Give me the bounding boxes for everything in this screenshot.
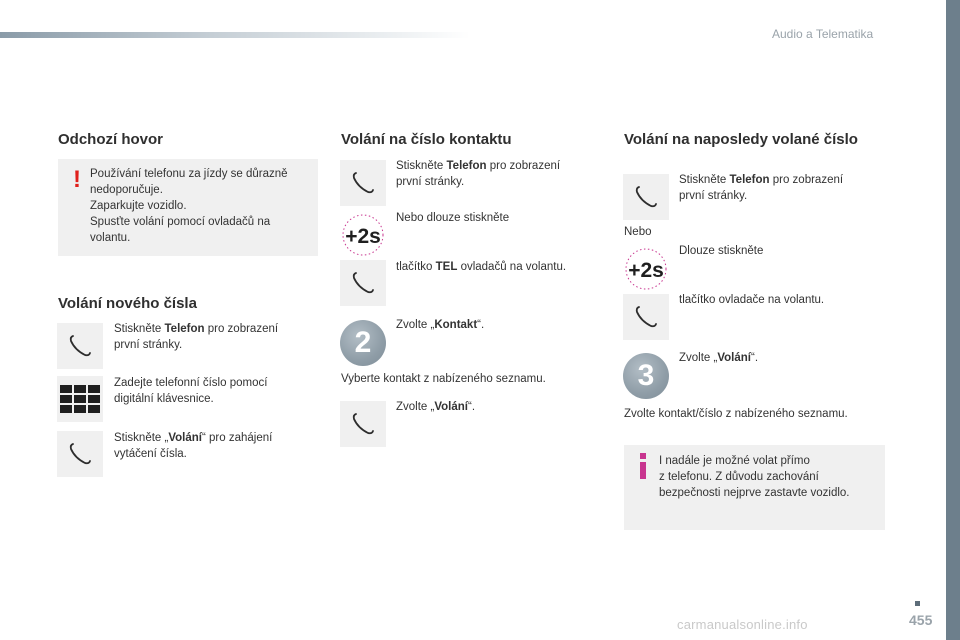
step-tel-button: tlačítko TEL ovladačů na volantu. [396,261,567,273]
phone-handset-icon [632,303,660,331]
call-icon-button [340,401,386,447]
step-choose-contact: Vyberte kontakt z nabízeného seznamu. [341,373,546,385]
info-icon [638,453,648,479]
phone-handset-icon [349,410,377,438]
watermark: carmanualsonline.info [677,617,808,632]
chapter-title: Audio a Telematika [772,27,874,41]
page-edge-strip [946,0,960,640]
section-title-contact-call: Volání na číslo kontaktu [341,131,512,148]
step-press-telefon: Stiskněte Telefon pro zobrazení první stránky. [396,160,561,188]
info-box [624,445,885,530]
section-title-new-number: Volání nového čísla [58,295,197,312]
or-label: Nebo [624,226,652,238]
section-title-outgoing-call: Odchozí hovor [58,131,163,148]
step-select-volani: Zvolte „Volání“. [396,401,476,413]
call-icon-button [57,431,103,477]
phone-handset-icon [66,332,94,360]
step-press-telefon: Stiskněte Telefon pro zobrazení první stránky. [114,323,279,351]
info-text: I nadále je možné volat přímo z telefonu. Z důvodu zachování bezpečnosti nejprve zastavte vozidlo. [659,455,850,499]
page-marker [915,601,920,606]
step-press-telefon: Stiskněte Telefon pro zobrazení první stránky. [679,174,844,202]
warning-text: Používání telefonu za jízdy se důrazně nedoporučuje. Zaparkujte vozidlo. Spusťte volání pomocí ovladačů na volantu. [90,168,288,244]
phone-handset-icon [66,440,94,468]
step-press-volani: Stiskněte „Volání“ pro zahájení vytáčení čísla. [114,432,273,460]
long-press-2s-icon [623,246,669,292]
warning-box [58,159,318,256]
long-press-2s-icon [340,212,386,258]
step-select-kontakt: Zvolte „Kontakt“. [396,319,485,331]
steering-button-icon [623,294,669,340]
phone-icon-button [623,174,669,220]
step-steering-button: tlačítko ovladače na volantu. [679,294,825,306]
phone-icon-button [340,160,386,206]
phone-handset-icon [349,169,377,197]
svg-text:+2s: +2s [345,225,381,248]
keypad-grid-icon [60,385,100,413]
tel-button-icon [340,260,386,306]
keypad-icon-button [57,376,103,422]
step-enter-number: Zadejte telefonní číslo pomocí digitální klávesnice. [114,377,268,405]
phone-handset-icon [349,269,377,297]
page-number: 455 [909,612,933,628]
step-number-3: 3 [623,353,669,399]
svg-text:+2s: +2s [628,259,664,282]
step-long-press: Nebo dlouze stiskněte [396,212,510,224]
step-long-press: Dlouze stiskněte [679,245,764,257]
warning-exclamation-icon: ! [73,166,81,193]
step-choose-contact-number: Zvolte kontakt/číslo z nabízeného seznamu. [624,408,848,420]
phone-handset-icon [632,183,660,211]
header-gradient-bar [0,32,470,38]
step-select-volani: Zvolte „Volání“. [679,352,759,364]
step-number-2: 2 [340,320,386,366]
phone-icon-button [57,323,103,369]
section-title-last-number: Volání na naposledy volané číslo [624,131,858,148]
